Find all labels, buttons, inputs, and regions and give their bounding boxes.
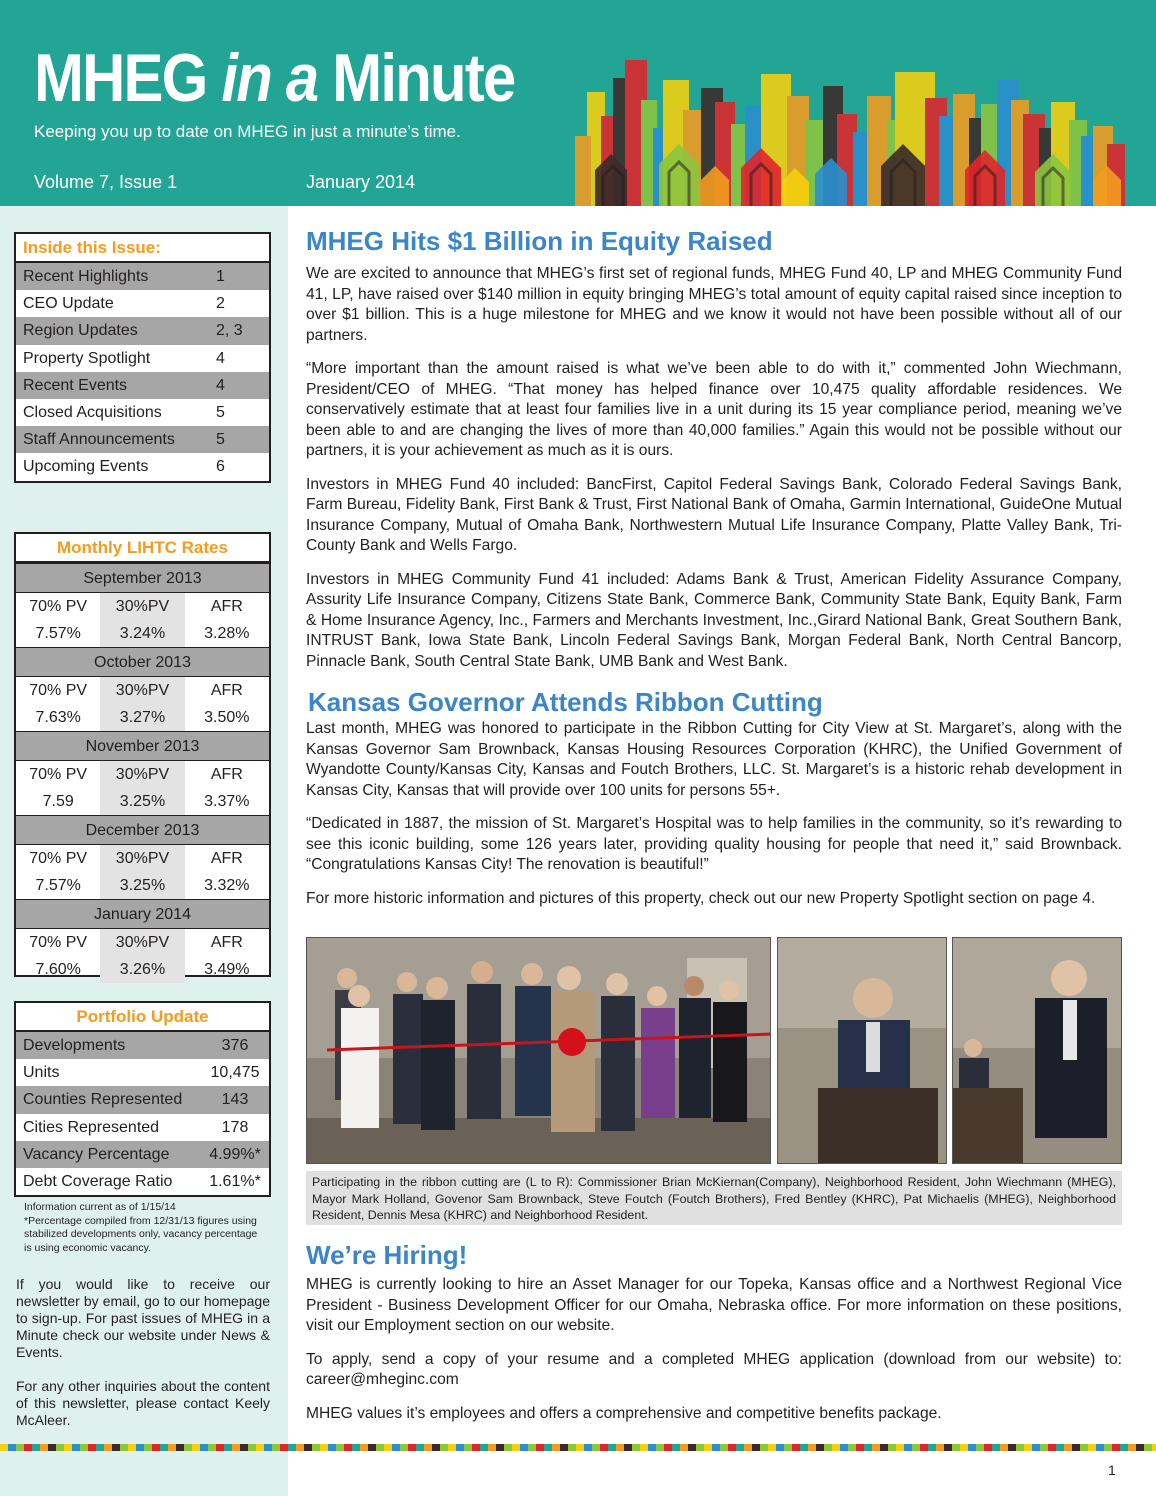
toc-row: Staff Announcements 5 xyxy=(16,426,269,453)
article-paragraph: Investors in MHEG Fund 40 included: BancFirst, Capitol Federal Savings Bank, Colorado Federal Savings Bank, Farm Bureau, Fidelity Bank, First Bank & Trust, First National Bank of Omaha, Garmin International, GuideOne Mutual Insurance Company, Mutual of Omaha Bank, Northwestern Mutual Life Insurance Company, Platte Valley Bank, Tri-County Bank and Wells Fargo. xyxy=(306,475,1122,554)
rate-month: September 2013 xyxy=(16,563,269,593)
newsletter-title xyxy=(34,38,515,118)
speaker-photo-image xyxy=(953,938,1122,1164)
newsletter-header xyxy=(0,0,1156,206)
speaker-photo xyxy=(952,937,1122,1164)
article-paragraph: MHEG values it’s employees and offers a comprehensive and competitive benefits package. xyxy=(306,1404,942,1422)
page-number: 1 xyxy=(1108,1462,1116,1478)
color-stripe-divider xyxy=(0,1444,1156,1451)
volume-issue: Volume 7, Issue 1 xyxy=(34,172,178,192)
photo-caption: Participating in the ribbon cutting are (L to R): Commissioner Brian McKiernan(Company), Neighborhood Resident, John Wiechmann (MHEG), Mayor Mark Holland, Govenor Sam Brownback, Steve Foutch (Foutch Brothers), Fred Bentley (KHRC), Pat Michaelis (MHEG), Neighborhood Resident, Dennis Mesa (KHRC) and Neighborhood Resident. xyxy=(306,1171,1122,1225)
article-paragraph: To apply, send a copy of your resume and a completed MHEG application (download from our website) to: career@mheginc.com xyxy=(306,1350,1122,1388)
tagline: Keeping you up to date on MHEG in just a minute’s time. xyxy=(34,122,461,141)
rate-month: October 2013 xyxy=(16,647,269,677)
toc-row: Upcoming Events 6 xyxy=(23,458,225,476)
toc-row: Recent Events 4 xyxy=(16,372,269,399)
issue-date: January 2014 xyxy=(306,172,416,192)
group-ribbon-photo xyxy=(306,937,771,1164)
toc-title: Inside this Issue: xyxy=(16,234,269,263)
portfolio-update-box xyxy=(14,1001,271,1197)
subscribe-note: If you would like to receive our newsletter by email, go to our homepage to sign-up. For past issues of MHEG in a Minute check our website under News & Events. xyxy=(16,1276,270,1360)
article-paragraph: Last month, MHEG was honored to participate in the Ribbon Cutting for City View at St. Margaret’s, along with the Kansas Governor Sam Brownback, Kansas Housing Resources Corporation (KHRC), the Unified Government of Wyandotte County/Kansas City, Kansas and Foutch Brothers, LLC. St. Margaret’s is a historic rehab development in Kansas City, Kansas that will provide over 100 units for persons 55+. xyxy=(306,720,1122,799)
lihtc-rates-box xyxy=(14,532,271,977)
portfolio-row: Counties Represented 143 xyxy=(16,1086,269,1113)
toc-row: CEO Update 2 xyxy=(23,295,225,313)
article-heading-hiring: We’re Hiring! xyxy=(306,1240,468,1270)
article-paragraph: Investors in MHEG Community Fund 41 included: Adams Bank & Trust, American Fidelity Assurance Company, Assurity Life Insurance Company, Citizens State Bank, Commerce Bank, Community State Bank, Equity Bank, Farm & Home Insurance Agency, Inc., Farmers and Merchants Investment, Inc.,Girard National Bank, Great Southern Bank, INTRUST Bank, Iowa State Bank, Lincoln Federal Savings Bank, Morgan Federal Bank, North Central Bancorp, Pinnacle Bank, South Central State Bank, UMB Bank and West Bank. xyxy=(306,570,1122,670)
footnote-percentage: *Percentage compiled from 12/31/13 figures using stabilized developments only, vacancy percentage is using economic vacancy. xyxy=(24,1214,258,1254)
portfolio-row: Units 10,475 xyxy=(23,1064,260,1082)
portfolio-title: Portfolio Update xyxy=(16,1003,269,1032)
rate-month: November 2013 xyxy=(16,731,269,761)
article-paragraph: “More important than the amount raised is what we’ve been able to do with it,” commented John Wiechmann, President/CEO of MHEG. “That money has helped finance over 10,475 quality affordable residences. We conservatively estimate that at least four families live in a unit during its 15 year compliance period, meaning we’ve been able to and are changing the lives of more than 40,000 families.” Again this would not be possible without our partners, it is your achievement as much as it is ours. xyxy=(306,360,1122,459)
title-part-in-a: in a xyxy=(221,40,318,116)
city-skyline-illustration xyxy=(565,40,1130,206)
rate-month: December 2013 xyxy=(16,815,269,845)
portfolio-list xyxy=(16,1032,269,1195)
portfolio-row: Cities Represented 178 xyxy=(23,1118,249,1136)
article-heading-billion: MHEG Hits $1 Billion in Equity Raised xyxy=(306,226,773,256)
ribbon-cutting-photos xyxy=(306,937,1122,1165)
title-part-minute: Minute xyxy=(332,40,515,116)
rate-header-row: 70% PV 30%PV AFR xyxy=(16,593,269,620)
toc-row: Recent Highlights 1 xyxy=(16,263,269,290)
inside-this-issue-box xyxy=(14,232,271,483)
article-paragraph: For more historic information and pictures of this property, check out our new Property Spotlight section on page 4. xyxy=(306,889,1096,907)
rate-header-row: 70% PV 30%PV AFR xyxy=(16,677,269,704)
rate-value-row: 7.63% 3.27% 3.50% xyxy=(16,704,269,731)
rate-value-row: 7.59 3.25% 3.37% xyxy=(16,788,269,815)
footnote-date: Information current as of 1/15/14 xyxy=(24,1201,176,1213)
rate-value-row: 7.60% 3.26% 3.49% xyxy=(16,956,269,983)
rate-header-row: 70% PV 30%PV AFR xyxy=(16,845,269,872)
toc-list xyxy=(16,263,269,481)
governor-podium-photo xyxy=(777,937,947,1164)
inquiries-note: For any other inquiries about the content of this newsletter, please contact Keely McAleer. xyxy=(16,1378,270,1428)
hiring-section xyxy=(306,1238,1122,1437)
toc-row: Region Updates 2, 3 xyxy=(16,317,269,344)
article-paragraph: “Dedicated in 1887, the mission of St. Margaret’s Hospital was to help families in the community, so it’s rewarding to see this iconic building, some 126 years later, providing quality housing for people that need it,” said Brownback. “Congratulations Kansas City! The renovation is beautiful!” xyxy=(306,815,1122,873)
rate-value-row: 7.57% 3.25% 3.32% xyxy=(16,872,269,899)
rates-title: Monthly LIHTC Rates xyxy=(16,534,269,563)
rate-header-row: 70% PV 30%PV AFR xyxy=(16,761,269,788)
article-heading-ribbon-cutting: Kansas Governor Attends Ribbon Cutting xyxy=(308,687,823,717)
rate-value-row: 7.57% 3.24% 3.28% xyxy=(16,620,269,647)
toc-row: Closed Acquisitions 5 xyxy=(23,403,225,421)
rate-month: January 2014 xyxy=(16,899,269,929)
title-part-mheg: MHEG xyxy=(34,40,207,116)
group-ribbon-photo-image xyxy=(307,938,771,1164)
portfolio-row: Developments 376 xyxy=(16,1032,269,1059)
article-paragraph: MHEG is currently looking to hire an Asset Manager for our Topeka, Kansas office and a Northwest Regional Vice President - Business Development Officer for our Omaha, Nebraska office. For more information on these positions, visit our Employment section on our website. xyxy=(306,1276,1122,1334)
main-column xyxy=(306,224,1122,922)
portfolio-row: Debt Coverage Ratio 1.61%* xyxy=(23,1172,261,1190)
article-paragraph: We are excited to announce that MHEG’s first set of regional funds, MHEG Fund 40, LP and MHEG Community Fund 41, LP, have raised over $140 million in equity bringing MHEG’s total amount of equity capital raised since inception to over $1 billion. This is a huge milestone for MHEG and we know it would not have been possible without all of our partners. xyxy=(306,265,1122,344)
portfolio-row: Vacancy Percentage 4.99%* xyxy=(16,1141,269,1168)
governor-podium-photo-image xyxy=(778,938,947,1164)
toc-row: Property Spotlight 4 xyxy=(23,349,225,367)
rate-header-row: 70% PV 30%PV AFR xyxy=(16,929,269,956)
portfolio-footnote xyxy=(24,1201,264,1255)
